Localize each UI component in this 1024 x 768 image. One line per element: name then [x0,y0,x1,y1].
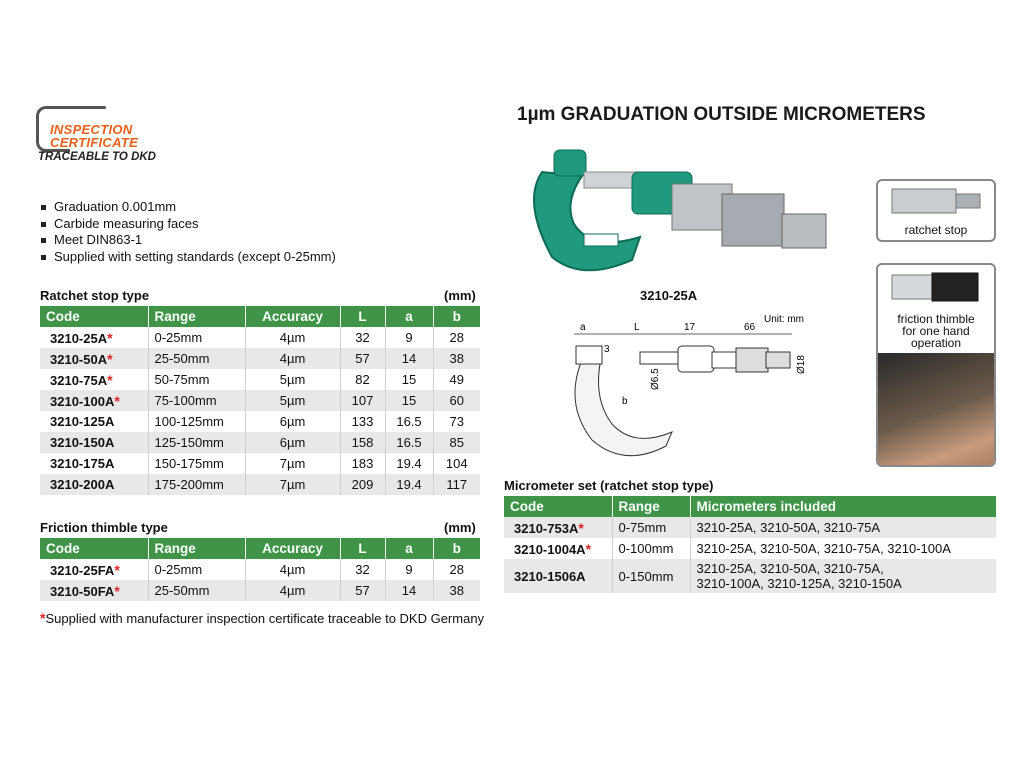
cell-accuracy: 5µm [245,390,340,411]
cell-accuracy: 7µm [245,474,340,495]
table-header-row [40,538,480,559]
insize-brand-plate [584,234,618,246]
cell-L: 57 [340,348,385,369]
micrometer-set-table [504,496,996,593]
cell-range: 75-100mm [148,390,245,411]
table-row [504,517,996,538]
feature-list [40,199,336,265]
cell-range: 0-25mm [148,559,245,580]
col-header-code: Code [40,306,148,327]
col-header-L: L [340,306,385,327]
cell-b: 49 [449,372,464,387]
cell-included [690,559,996,593]
diagram-unit: Unit: mm [764,314,804,325]
certificate-star: * [114,582,120,599]
diagram-hub [678,346,714,372]
cell-included [690,517,996,538]
cell-code [40,411,148,432]
feature-item: Carbide measuring faces [40,216,336,233]
code-text: 3210-125A [50,414,115,429]
footnote [40,610,484,626]
col-header-range: Range [148,306,245,327]
cell-L: 183 [340,453,385,474]
friction-table-title: Friction thimble type [40,520,168,535]
cell-code [40,369,148,390]
friction-thimble-shape [932,273,978,301]
inspection-certificate-logo [36,106,176,166]
feature-item: Meet DIN863-1 [40,232,336,249]
cell-range: 100-125mm [148,411,245,432]
code-text: 3210-1506A [514,568,586,584]
cell-a: 9 [385,327,433,348]
cell-L: 133 [340,411,385,432]
col-header-b: b [433,538,480,559]
cell-accuracy: 6µm [245,432,340,453]
friction-caption-line: friction thimble [897,312,975,326]
cell-range: 150-175mm [148,453,245,474]
table-row [40,432,480,453]
product-caption: 3210-25A [640,288,698,303]
code-text: 3210-1004A [514,541,586,557]
cell-b: 85 [433,432,480,453]
label-L: L [634,322,640,333]
diagram-ratchet [766,352,790,368]
cell-range: 25-50mm [148,580,245,601]
cell-accuracy: 4µm [245,580,340,601]
cell-a: 19.4 [385,474,433,495]
code-text: 3210-150A [50,435,115,450]
code-text: 3210-175A [50,456,115,471]
code-text: 3210-200A [50,477,115,492]
col-header-included: Micrometers included [690,496,996,517]
label-17: 17 [684,322,696,333]
friction-caption-line: for one hand [902,324,970,338]
friction-sleeve-shape [892,275,932,299]
certificate-bracket-top [56,106,106,109]
table-row [40,348,480,369]
certificate-line-1: INSPECTION [50,122,133,137]
included-line: 3210-25A, 3210-50A, 3210-75A, 3210-100A [696,541,951,556]
included-line: 3210-25A, 3210-50A, 3210-75A [696,520,881,535]
cell-b: 104 [445,456,468,471]
table-row [40,327,480,348]
table-row [504,538,996,559]
page-title: 1µm GRADUATION OUTSIDE MICROMETERS [517,104,926,125]
cell-accuracy: 6µm [245,411,340,432]
cell-code [40,327,148,348]
col-header-a: a [385,306,433,327]
code-text: 3210-25FA [50,562,115,578]
footnote-text: Supplied with manufacturer inspection certificate traceable to DKD Germany [45,611,485,626]
cell-code [504,517,612,538]
micrometer-thimble [722,194,784,246]
label-d18: Ø18 [796,355,807,374]
code-text: 3210-50FA [50,583,115,599]
micrometer-product-image [512,142,842,282]
cell-a: 14 [385,348,433,369]
feature-item: Graduation 0.001mm [40,199,336,216]
cell-L: 107 [340,390,385,411]
cell-b: 60 [433,390,480,411]
cell-L: 32 [340,327,385,348]
cell-code [40,390,148,411]
cell-range: 175-200mm [148,474,245,495]
cell-L: 82 [340,369,385,390]
ratchet-stop-caption: ratchet stop [904,223,968,237]
included-line: 3210-100A, 3210-125A, 3210-150A [696,576,902,591]
label-3: 3 [604,344,610,355]
col-header-range: Range [148,538,245,559]
cell-code [40,453,148,474]
certificate-star: * [107,350,113,367]
cell-code [40,432,148,453]
friction-thimble-table [40,538,480,601]
cell-a: 15 [385,369,433,390]
cell-b: 117 [433,474,480,495]
col-header-code: Code [40,538,148,559]
cell-included [690,538,996,559]
cell-L: 57 [340,580,385,601]
col-header-b: b [433,306,480,327]
col-header-a: a [385,538,433,559]
table-header-row [40,306,480,327]
ratchet-table-title: Ratchet stop type [40,288,150,303]
certificate-star: * [578,519,584,536]
cell-code [504,538,612,559]
cell-range: 0-150mm [612,559,690,593]
footnote-star: * [40,610,46,626]
cell-a: 9 [385,559,433,580]
cell-a: 19.4 [385,453,433,474]
cell-a: 15 [385,390,433,411]
cell-b: 73 [449,414,464,429]
cell-b: 38 [433,580,480,601]
micrometer-anvil-housing [554,150,586,176]
certificate-line-3: TRACEABLE TO DKD [38,151,156,163]
col-header-code: Code [504,496,612,517]
label-a: a [580,322,586,333]
diagram-spindle [640,352,680,364]
cell-range: 50-75mm [148,369,245,390]
col-header-accuracy: Accuracy [245,306,340,327]
cell-accuracy: 4µm [245,327,340,348]
friction-thimble-caption [878,313,994,349]
code-text: 3210-25A [50,330,108,346]
code-text: 3210-100A [50,393,115,409]
dimension-diagram [560,308,810,458]
cell-code [40,580,148,601]
table-row [40,559,480,580]
cell-range: 0-25mm [148,327,245,348]
ratchet-cap-shape [956,194,980,208]
certificate-star: * [585,540,592,557]
certificate-star: * [114,561,120,578]
diagram-anvil [576,346,602,364]
cell-a: 16.5 [385,411,433,432]
feature-item: Supplied with setting standards (except 0-25mm) [40,249,336,266]
cell-a: 16.5 [385,432,433,453]
certificate-star: * [107,329,113,346]
cell-range: 0-100mm [612,538,690,559]
table-header-row [504,496,996,517]
friction-thimble-image [878,269,994,309]
code-text: 3210-753A [514,520,579,536]
diagram-sleeve [712,352,738,368]
included-line: 3210-25A, 3210-50A, 3210-75A, [696,561,884,576]
cell-b: 38 [433,348,480,369]
hand-operation-photo [878,353,994,467]
set-table-title: Micrometer set (ratchet stop type) [504,478,714,493]
cell-a: 14 [385,580,433,601]
table-row [40,580,480,601]
table-row [504,559,996,593]
label-d6-5: Ø6.5 [650,368,661,390]
ratchet-stop-thumbnail [876,179,996,242]
cell-accuracy: 7µm [245,453,340,474]
ratchet-thimble-shape [892,189,956,213]
code-text: 3210-75A [50,372,108,388]
micrometer-ratchet [782,214,826,248]
micrometer-spindle [584,172,636,188]
cell-range: 0-75mm [612,517,690,538]
ratchet-stop-image [878,181,994,221]
cell-accuracy: 4µm [245,559,340,580]
cell-accuracy: 4µm [245,348,340,369]
table-row [40,474,480,495]
cell-code [40,348,148,369]
cell-L: 158 [340,432,385,453]
col-header-accuracy: Accuracy [245,538,340,559]
cell-code [40,474,148,495]
label-b: b [622,396,628,407]
friction-caption-line: operation [910,336,962,350]
friction-thimble-thumbnail [876,263,996,467]
cell-code [504,559,612,593]
cell-accuracy: 5µm [245,369,340,390]
cell-range: 125-150mm [148,432,245,453]
code-text: 3210-50A [50,351,108,367]
table-row [40,390,480,411]
table-row [40,453,480,474]
col-header-L: L [340,538,385,559]
certificate-star: * [107,371,113,388]
certificate-line-2: CERTIFICATE [50,135,139,150]
cell-L: 32 [340,559,385,580]
cell-b: 28 [449,562,464,577]
friction-table-unit: (mm) [444,520,476,535]
label-66: 66 [744,322,756,333]
certificate-star: * [114,392,120,409]
cell-b: 28 [449,330,464,345]
diagram-thimble [736,348,768,372]
col-header-range: Range [612,496,690,517]
cell-code [40,559,148,580]
ratchet-stop-table [40,306,480,495]
table-row [40,411,480,432]
table-row [40,369,480,390]
ratchet-table-unit: (mm) [444,288,476,303]
cell-L: 209 [340,474,385,495]
cell-range: 25-50mm [148,348,245,369]
